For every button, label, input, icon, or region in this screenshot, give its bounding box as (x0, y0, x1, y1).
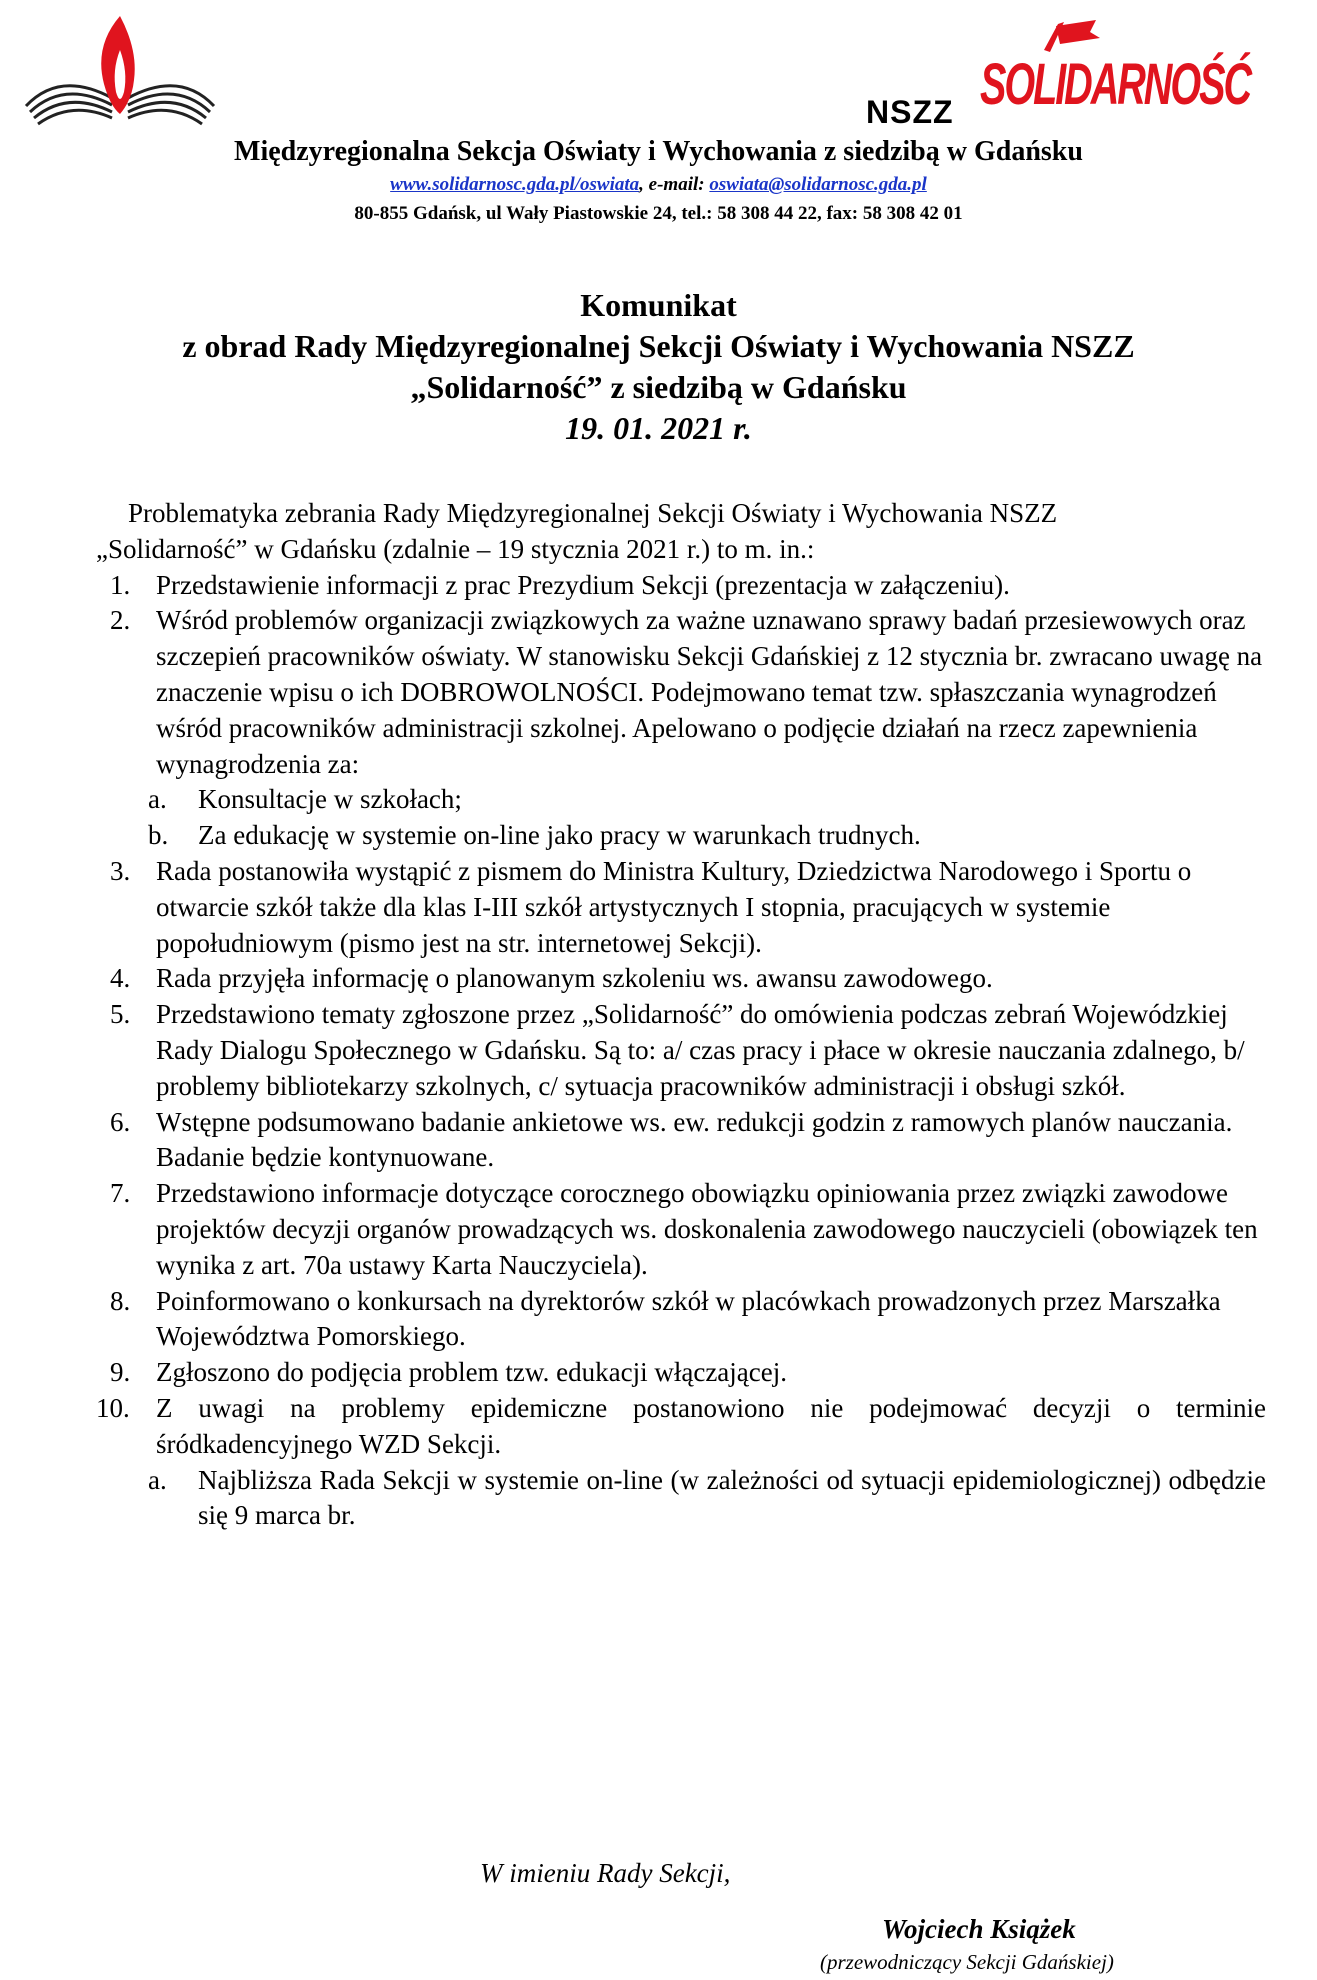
list-item (96, 1176, 1266, 1283)
title-date: 19. 01. 2021 r. (565, 410, 752, 446)
list-item-number: 5. (110, 999, 131, 1030)
email-link[interactable]: oswiata@solidarnosc.gda.pl (709, 174, 927, 195)
list-item (96, 1105, 1266, 1177)
sub-item-text: Konsultacje w szkołach; (198, 784, 462, 815)
list-item (96, 603, 1266, 782)
list-item (96, 1391, 1266, 1463)
sub-item-letter: b. (148, 820, 169, 851)
sub-list (96, 782, 1266, 854)
list-item-number: 2. (110, 605, 131, 636)
sublist-container (96, 1463, 1266, 1535)
nszz-label: NSZZ (866, 94, 954, 130)
sub-item-letter: a. (148, 784, 167, 815)
list-item-number: 6. (110, 1106, 131, 1137)
list-item (96, 568, 1266, 604)
address-line: 80-855 Gdańsk, ul Wały Piastowskie 24, tel.: 58 308 44 22, fax: 58 308 42 01 (354, 203, 963, 224)
sub-item-text: Najbliższa Rada Sekcji w systemie on-line (w zależności od sytuacji epidemiologicznej) odbędzie się 9 marca br. (198, 1464, 1266, 1531)
list-item-number: 7. (110, 1178, 131, 1209)
sub-list (96, 1463, 1266, 1535)
sub-item-letter: a. (148, 1464, 167, 1495)
organization-name: Międzyregionalna Sekcja Oświaty i Wychowania z siedzibą w Gdańsku (234, 136, 1083, 167)
list-item-text: Wśród problemów organizacji związkowych za ważne uznawano sprawy badań przesiewowych oraz szczepień pracowników oświaty. W stanowisku Sekcji Gdańskiej z 12 stycznia br. zwracano uwagę na znaczenie wpisu o ich DOBROWOLNOŚCI. Podejmowano temat tzw. spłaszczania wynagrodzeń wśród pracowników administracji szkolnej. Apelowano o podjęcie działań na rzecz zapewnienia wynagrodzenia za: (156, 605, 1263, 779)
intro-line-2: „Solidarność” w Gdańsku (zdalnie – 19 stycznia 2021 r.) to m. in.: (96, 533, 815, 564)
title-line-3: „Solidarność” z siedzibą w Gdańsku (410, 369, 907, 405)
list-item-number: 3. (110, 855, 131, 886)
signer-role: (przewodniczący Sekcji Gdańskiej) (820, 1950, 1114, 1974)
list-item-text: Przedstawiono tematy zgłoszone przez „Solidarność” do omówienia podczas zebrań Wojewódzkiej Rady Dialogu Społecznego w Gdańsku. Są to: a/ czas pracy i płace w okresie nauczania zdalnego, b/ problemy bibliotekarzy szkolnych, c/ sytuacja pracowników administracji i obsługi szkół. (156, 999, 1245, 1101)
list-item-number: 10. (96, 1392, 130, 1423)
list-item-number: 8. (110, 1285, 131, 1316)
sub-list-item (96, 818, 1266, 854)
list-item-text: Z uwagi na problemy epidemiczne postanowiono nie podejmować decyzji o terminie śródkadencyjnego WZD Sekcji. (156, 1392, 1266, 1459)
list-item-text: Zgłoszono do podjęcia problem tzw. edukacji włączającej. (156, 1357, 787, 1388)
sub-item-text: Za edukację w systemie on-line jako pracy w warunkach trudnych. (198, 820, 921, 851)
title-line-2: z obrad Rady Międzyregionalnej Sekcji Oświaty i Wychowania NSZZ (182, 328, 1135, 364)
title-block (0, 285, 1317, 449)
document-body (96, 496, 1266, 1534)
list-item (96, 854, 1266, 961)
signer-name: Wojciech Książek (882, 1914, 1076, 1944)
list-item-text: Rada postanowiła wystąpić z pismem do Ministra Kultury, Dziedzictwa Narodowego i Sportu o otwarcie szkół także dla klas I-III szkół artystycznych I stopnia, pracujących w systemie popołudniowym (pismo jest na str. internetowej Sekcji). (156, 855, 1192, 958)
list-item (96, 961, 1266, 997)
sublist-container (96, 782, 1266, 854)
list-item-number: 9. (110, 1357, 131, 1388)
list-item-text: Przedstawienie informacji z prac Prezydium Sekcji (prezentacja w załączeniu). (156, 569, 1010, 600)
sub-list-item (96, 1463, 1266, 1535)
book-flame-logo-icon (20, 10, 220, 130)
title-komunikat: Komunikat (580, 287, 737, 323)
contact-web-line (0, 174, 1317, 196)
sub-list-item (96, 782, 1266, 818)
agenda-list (96, 568, 1266, 1535)
list-item-number: 1. (110, 569, 131, 600)
list-item-text: Wstępne podsumowano badanie ankietowe ws. ew. redukcji godzin z ramowych planów nauczania. Badanie będzie kontynuowane. (156, 1106, 1233, 1173)
list-item (96, 1355, 1266, 1391)
intro-line-1: Problematyka zebrania Rady Międzyregionalnej Sekcji Oświaty i Wychowania NSZZ (128, 498, 1058, 528)
solidarnosc-wordmark: SOLIDARNOŚĆ (980, 52, 1253, 117)
list-item-text: Przedstawiono informacje dotyczące corocznego obowiązku opiniowania przez związki zawodowe projektów decyzji organów prowadzących ws. doskonalenia zawodowego nauczycieli (obowiązek ten wynika z art. 70a ustawy Karta Nauczyciela). (156, 1178, 1258, 1280)
list-item-text: Poinformowano o konkursach na dyrektorów szkół w placówkach prowadzonych przez Marszałka Województwa Pomorskiego. (156, 1285, 1221, 1352)
list-item-number: 4. (110, 963, 131, 994)
list-item (96, 1284, 1266, 1356)
signature-greeting: W imieniu Rady Sekcji, (480, 1858, 731, 1888)
email-label: , e-mail: (639, 174, 710, 195)
website-link[interactable]: www.solidarnosc.gda.pl/oswiata (390, 174, 640, 195)
list-item (96, 997, 1266, 1104)
list-item-text: Rada przyjęła informację o planowanym szkoleniu ws. awansu zawodowego. (156, 963, 993, 994)
